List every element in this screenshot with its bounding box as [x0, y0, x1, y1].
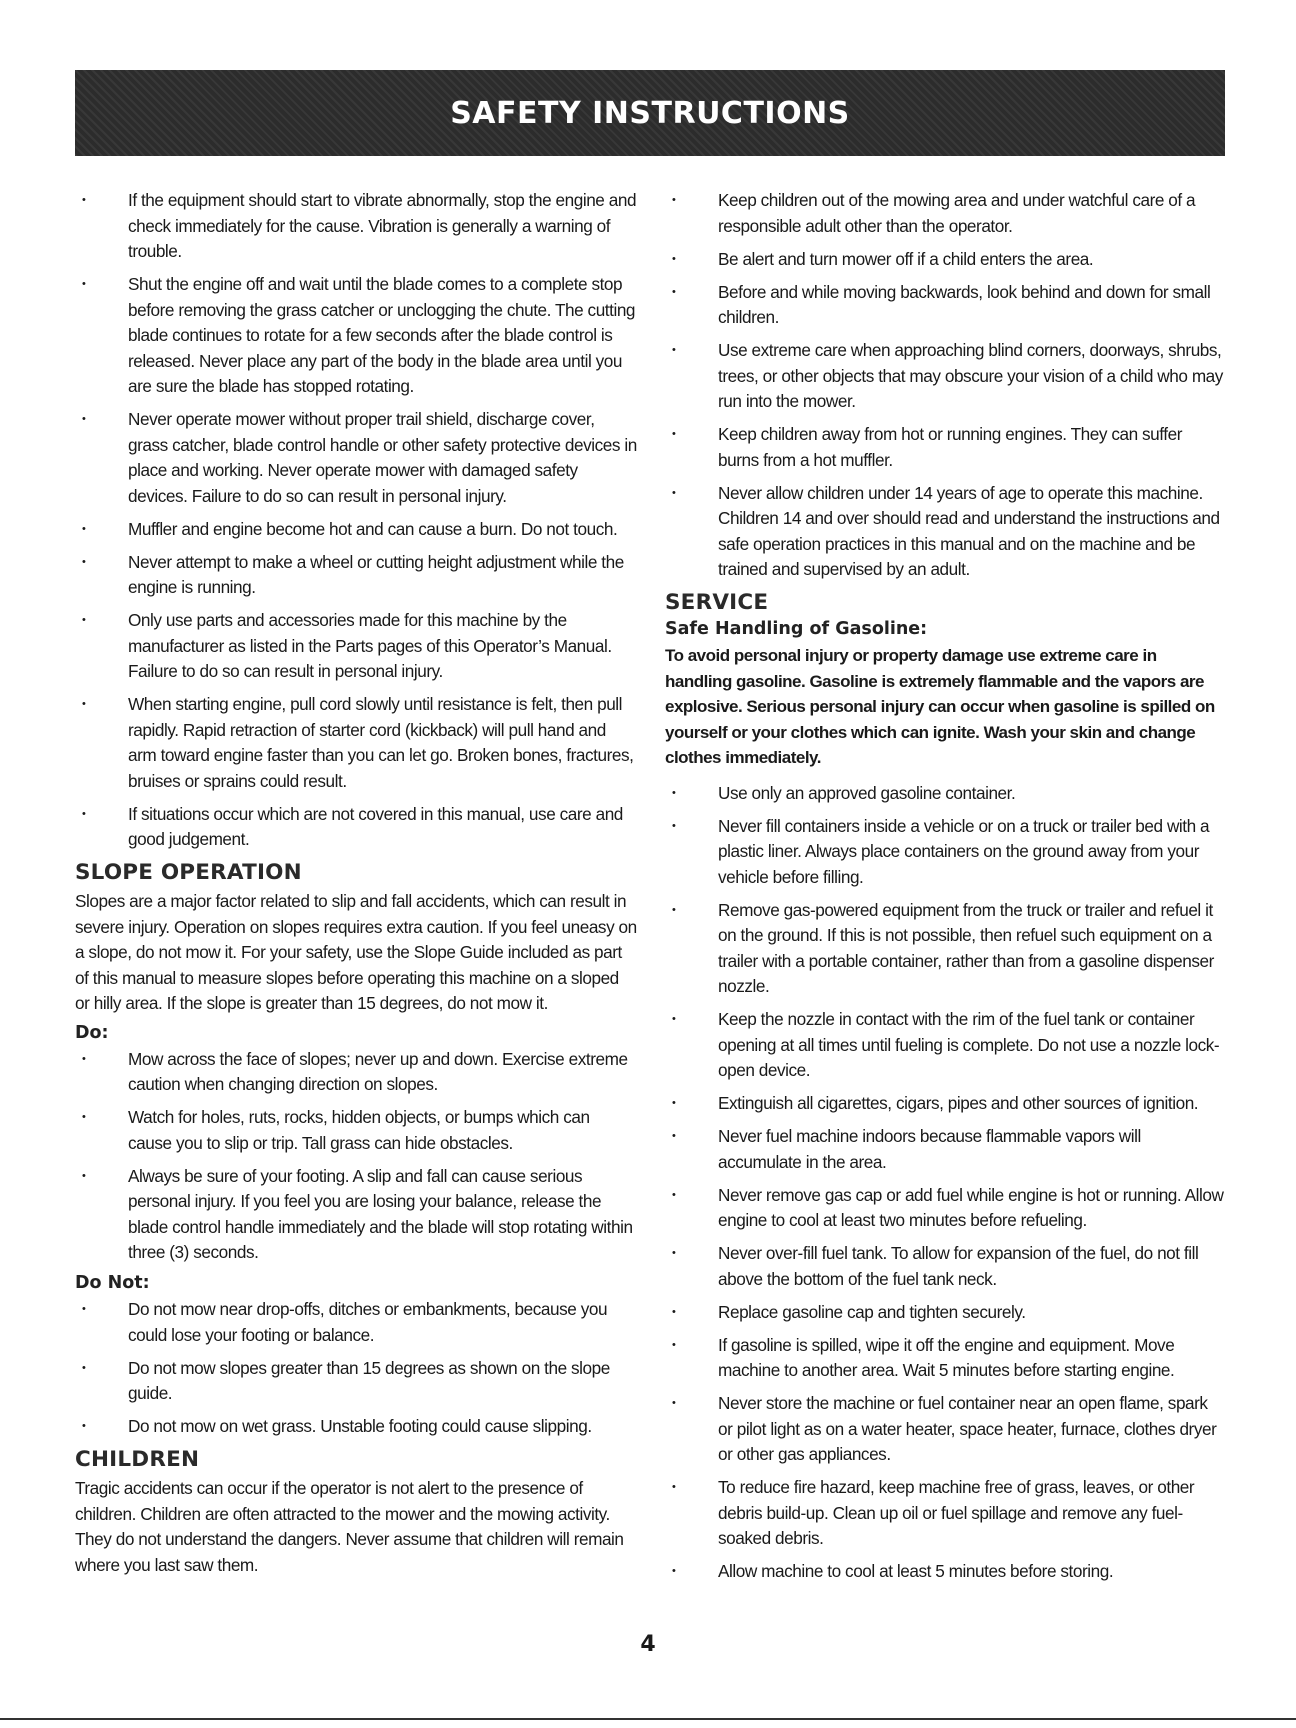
list-item: • Before and while moving backwards, look behind and down for small children.: [665, 280, 1225, 331]
list-item: • Shut the engine off and wait until the blade comes to a complete stop before removing the grass catcher or unclogging the chute. The cutting blade continues to rotate for a few seconds after the blade control is released. Never place any part of the body in the blade area until you are sure the blade has stopped rotating.: [75, 272, 637, 400]
list-item: • Keep the nozzle in contact with the rim of the fuel tank or container opening at all times until fueling is complete. Do not use a nozzle lock-open device.: [665, 1007, 1225, 1084]
list-item: • Remove gas-powered equipment from the truck or trailer and refuel it on the ground. If this is not possible, then refuel such equipment on a trailer with a portable container, rather than from a gasoline dispenser nozzle.: [665, 898, 1225, 1000]
list-item: • Keep children away from hot or running engines. They can suffer burns from a hot muffler.: [665, 422, 1225, 473]
list-item: • Muffler and engine become hot and can cause a burn. Do not touch.: [75, 517, 637, 543]
page-title: SAFETY INSTRUCTIONS: [450, 95, 850, 131]
list-item: • Never over-fill fuel tank. To allow for expansion of the fuel, do not fill above the bottom of the fuel tank neck.: [665, 1241, 1225, 1292]
list-item: • Never operate mower without proper trail shield, discharge cover, grass catcher, blade control handle or other safety protective devices in place and working. Never operate mower with damaged safety devices. Failure to do so can result in personal injury.: [75, 407, 637, 509]
list-item: • Use extreme care when approaching blind corners, doorways, shrubs, trees, or other objects that may obscure your vision of a child who may run into the mower.: [665, 338, 1225, 415]
page-number: 4: [640, 1632, 656, 1657]
general-safety-list: [75, 188, 637, 853]
service-heading: SERVICE: [665, 590, 769, 615]
list-item: • Do not mow near drop-offs, ditches or embankments, because you could lose your footing or balance.: [75, 1297, 637, 1348]
gasoline-list: [665, 781, 1225, 1585]
list-item: • Replace gasoline cap and tighten securely.: [665, 1300, 1225, 1326]
list-item: • If the equipment should start to vibrate abnormally, stop the engine and check immediately for the cause. Vibration is generally a warning of trouble.: [75, 188, 637, 265]
list-item: • Never fuel machine indoors because flammable vapors will accumulate in the area.: [665, 1124, 1225, 1175]
list-item: • Never allow children under 14 years of age to operate this machine. Children 14 and over should read and understand the instructions and safe operation practices in this manual and on the machine and be trained and supervised by an adult.: [665, 481, 1225, 583]
list-item: • Never store the machine or fuel container near an open flame, spark or pilot light as on a water heater, space heater, furnace, clothes dryer or other gas appliances.: [665, 1391, 1225, 1468]
list-item: • Be alert and turn mower off if a child enters the area.: [665, 247, 1225, 273]
list-item: • Never fill containers inside a vehicle or on a truck or trailer bed with a plastic liner. Always place containers on the ground away from your vehicle before filling.: [665, 814, 1225, 891]
gasoline-warning: To avoid personal injury or property damage use extreme care in handling gasoline. Gasoline is extremely flammable and the vapors are explosive. Serious personal injury can occur when gasoline is spilled on yourself or your clothes which can ignite. Wash your skin and change clothes immediately.: [665, 646, 1215, 767]
list-item: • If gasoline is spilled, wipe it off the engine and equipment. Move machine to another area. Wait 5 minutes before starting engine.: [665, 1333, 1225, 1384]
page-edge-rule: [0, 1718, 1296, 1720]
list-item: • Extinguish all cigarettes, cigars, pipes and other sources of ignition.: [665, 1091, 1225, 1117]
list-item: • Mow across the face of slopes; never up and down. Exercise extreme caution when changing direction on slopes.: [75, 1047, 637, 1098]
gasoline-subheading: Safe Handling of Gasoline:: [665, 619, 928, 639]
list-item: • Only use parts and accessories made for this machine by the manufacturer as listed in the Parts pages of this Operator’s Manual. Failure to do so can result in personal injury.: [75, 608, 637, 685]
list-item: • To reduce fire hazard, keep machine free of grass, leaves, or other debris build-up. Clean up oil or fuel spillage and remove any fuel-soaked debris.: [665, 1475, 1225, 1552]
list-item: • Do not mow on wet grass. Unstable footing could cause slipping.: [75, 1414, 637, 1440]
do-heading: Do:: [75, 1022, 109, 1043]
list-item: • If situations occur which are not covered in this manual, use care and good judgement.: [75, 802, 637, 853]
list-item: • Allow machine to cool at least 5 minutes before storing.: [665, 1559, 1225, 1585]
list-item: • Never attempt to make a wheel or cutting height adjustment while the engine is running.: [75, 550, 637, 601]
do-list: [75, 1047, 637, 1266]
children-heading: CHILDREN: [75, 1447, 200, 1472]
children-list: [665, 188, 1225, 583]
title-banner: [75, 70, 1225, 156]
list-item: • Watch for holes, ruts, rocks, hidden objects, or bumps which can cause you to slip or trip. Tall grass can hide obstacles.: [75, 1105, 637, 1156]
list-item: • Use only an approved gasoline container.: [665, 781, 1225, 807]
list-item: • Never remove gas cap or add fuel while engine is hot or running. Allow engine to cool at least two minutes before refueling.: [665, 1183, 1225, 1234]
left-column: [75, 188, 637, 1584]
list-item: • Always be sure of your footing. A slip and fall can cause serious personal injury. If you feel you are losing your balance, release the blade control handle immediately and the blade will stop rotating within three (3) seconds.: [75, 1164, 637, 1266]
list-item: • When starting engine, pull cord slowly until resistance is felt, then pull rapidly. Rapid retraction of starter cord (kickback) will pull hand and arm toward engine faster than you can let go. Broken bones, fractures, bruises or sprains could result.: [75, 692, 637, 794]
children-text: Tragic accidents can occur if the operator is not alert to the presence of children. Children are often attracted to the mower and the mowing activity. They do not understand the dangers. Never assume that children will remain where you last saw them.: [75, 1478, 624, 1575]
list-item: • Keep children out of the mowing area and under watchful care of a responsible adult other than the operator.: [665, 188, 1225, 239]
right-column: [665, 188, 1225, 1592]
list-item: • Do not mow slopes greater than 15 degrees as shown on the slope guide.: [75, 1356, 637, 1407]
slope-operation-heading: SLOPE OPERATION: [75, 860, 302, 885]
do-not-heading: Do Not:: [75, 1273, 150, 1293]
do-not-list: [75, 1297, 637, 1440]
slope-operation-text: Slopes are a major factor related to slip and fall accidents, which can result in severe injury. Operation on slopes requires extra caution. If you feel uneasy on a slope, do not mow it. For your safety, use the Slope Guide included as part of this manual to measure slopes before operating this machine on a sloped or hilly area. If the slope is greater than 15 degrees, do not mow it.: [75, 891, 637, 1013]
